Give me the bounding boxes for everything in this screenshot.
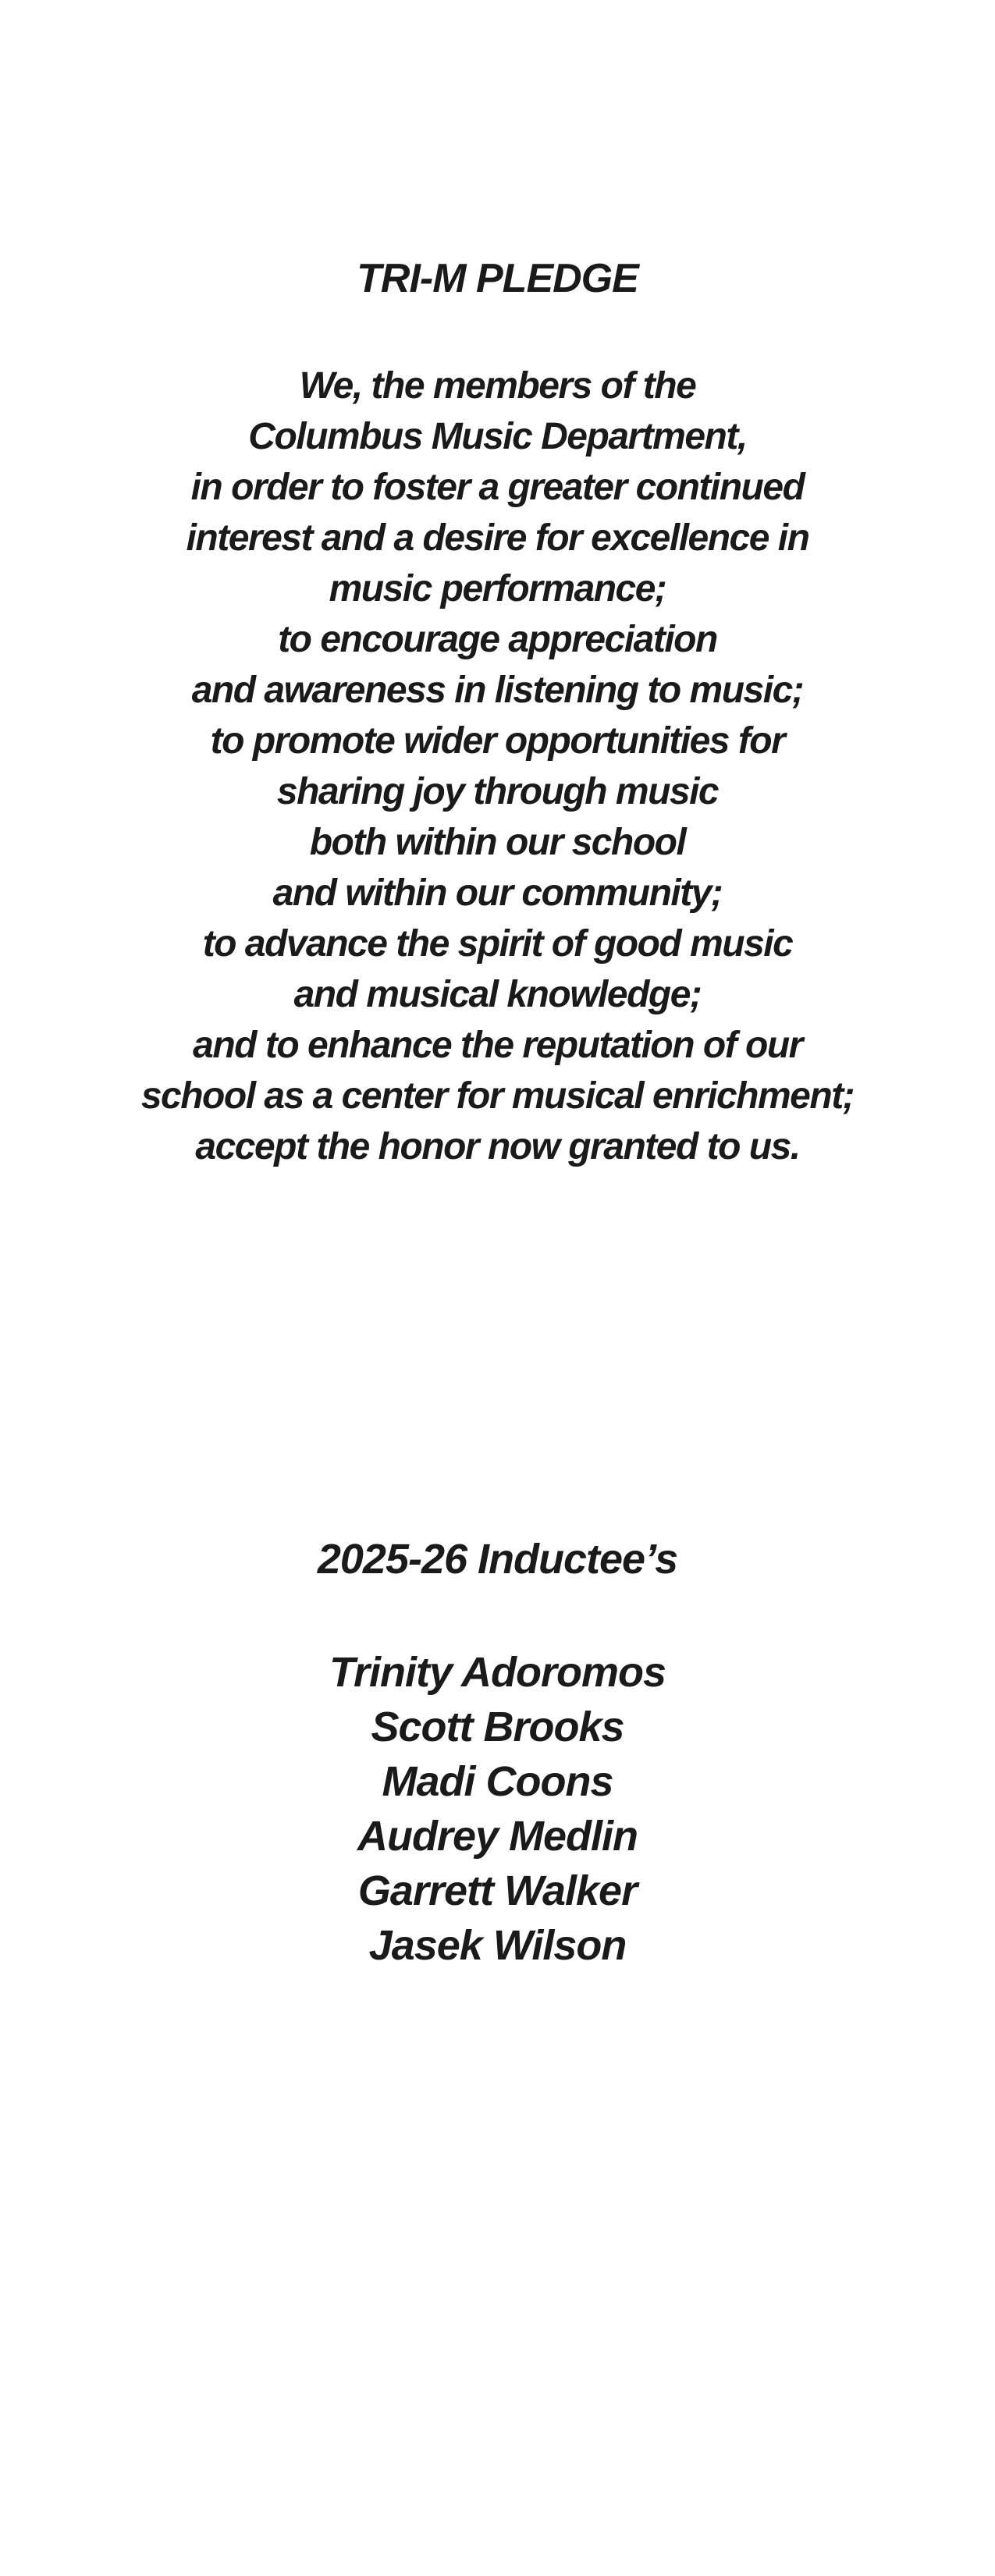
pledge-text: [0, 361, 995, 1172]
pledge-line: music performance;: [329, 568, 666, 609]
pledge-line: We, the members of the: [299, 365, 696, 407]
pledge-title: TRI-M PLEDGE: [357, 256, 638, 301]
inductee-name: Garrett Walker: [357, 1867, 638, 1914]
pledge-line: in order to foster a greater continued: [190, 467, 805, 508]
pledge-line: accept the honor now granted to us.: [195, 1126, 800, 1167]
inductees-title: 2025-26 Inductee’s: [317, 1536, 678, 1583]
pledge-line: to encourage appreciation: [278, 619, 717, 660]
pledge-line: and to enhance the reputation of our: [193, 1025, 802, 1066]
pledge-line: to promote wider opportunities for: [210, 720, 785, 762]
inductee-name: Scott Brooks: [371, 1704, 624, 1750]
inductee-list: [0, 1645, 995, 1973]
inductee-name: Audrey Medlin: [357, 1813, 638, 1860]
pledge-line: Columbus Music Department,: [248, 416, 747, 457]
inductee-name: Madi Coons: [382, 1758, 613, 1805]
pledge-line: and awareness in listening to music;: [191, 670, 804, 711]
pledge-line: to advance the spirit of good music: [202, 923, 793, 965]
inductee-name: Trinity Adoromos: [329, 1649, 666, 1696]
inductee-name: Jasek Wilson: [368, 1922, 627, 1969]
pledge-line: both within our school: [309, 822, 686, 863]
pledge-line: sharing joy through music: [276, 771, 719, 812]
pledge-line: and musical knowledge;: [293, 974, 702, 1015]
pledge-line: interest and a desire for excellence in: [186, 517, 809, 559]
pledge-line: and within our community;: [272, 872, 723, 914]
pledge-line: school as a center for musical enrichment;: [140, 1075, 855, 1117]
